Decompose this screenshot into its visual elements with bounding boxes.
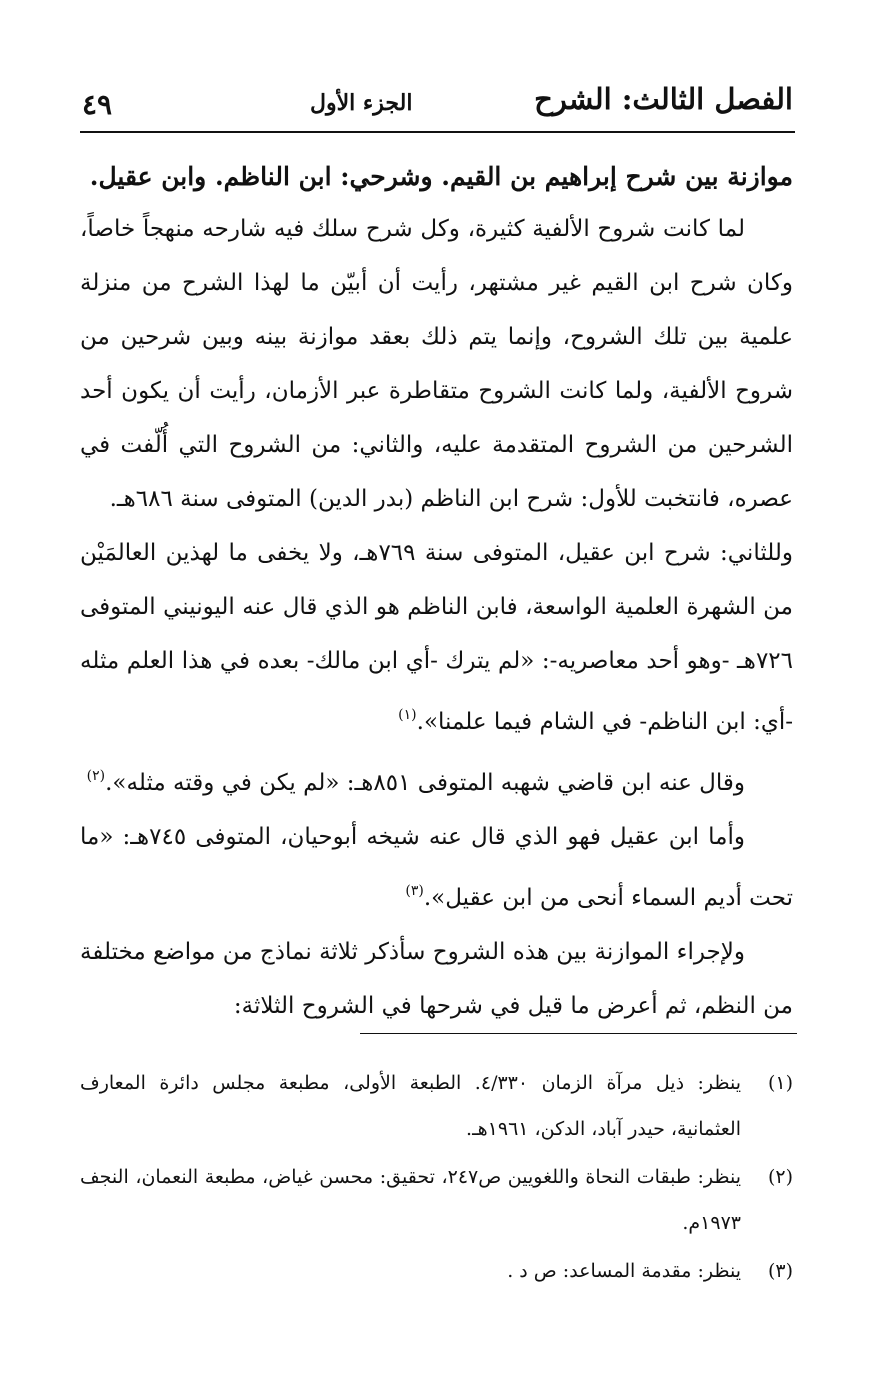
footnote-text: ينظر: طبقات النحاة واللغويين ص٢٤٧، تحقيق: محسن غياض، مطبعة النعمان، النجف ١٩٧٣م. — [80, 1166, 742, 1234]
paragraph-text: وأما ابن عقيل فهو الذي قال عنه شيخه أبوحيان، المتوفى ٧٤٥هـ: «ما تحت أديم السماء أنحى من ابن عقيل». — [80, 824, 793, 911]
part-label: الجزء الأول — [310, 90, 413, 116]
footnote — [80, 1154, 793, 1246]
footnote-mark: (٢) — [86, 768, 106, 784]
footnote-text: ينظر: مقدمة المساعد: ص د . — [507, 1260, 741, 1282]
footnote-number: (٢) — [767, 1166, 793, 1188]
footnote-number: (٣) — [767, 1260, 793, 1282]
main-text — [80, 152, 793, 1033]
footnote — [80, 1248, 793, 1294]
paragraph-text: وللثاني: شرح ابن عقيل، المتوفى سنة ٧٦٩هـ، ولا يخفى ما لهذين العالمَيْن من الشهرة العلمية الواسعة، فابن الناظم هو الذي قال عنه اليونيني المتوفى ٧٢٦هـ -وهو أحد معاصريه-: «لم يترك -أي ابن مالك- بعده في هذا العلم مثله -أي: ابن الناظم- في الشام فيما علمنا». — [80, 540, 793, 735]
paragraph: ولإجراء الموازنة بين هذه الشروح سأذكر ثلاثة نماذج من مواضع مختلفة من النظم، ثم أعرض ما قيل في شرحها في الشروح الثلاثة: — [80, 939, 793, 1019]
paragraph-text: وقال عنه ابن قاضي شهبه المتوفى ٨٥١هـ: «لم يكن في وقته مثله». — [105, 770, 745, 796]
paragraph — [80, 749, 793, 810]
footnote-mark: (٣) — [405, 883, 424, 899]
paragraph — [80, 810, 793, 925]
chapter-title: الفصل الثالث: الشرح — [534, 82, 793, 116]
paragraph: لما كانت شروح الألفية كثيرة، وكل شرح سلك فيه شارحه منهجاً خاصاً، وكان شرح ابن القيم غير مشتهر، رأيت أن أبيّن ما لهذا الشرح من منزلة علمية بين تلك الشروح، وإنما يتم ذلك بعقد موازنة بينه وبين شرحين من شروح الألفية، ولما كانت الشروح متقاطرة عبر الأزمان، رأيت أن يكون أحد الشرحين من الشروح المتقدمة عليه، والثاني: من الشروح التي أُلّفت في عصره، فانتخبت للأول: شرح ابن الناظم (بدر الدين) المتوفى سنة ٦٨٦هـ. — [80, 216, 793, 512]
footnote-text: ينظر: ذيل مرآة الزمان ٤/٣٣٠. الطبعة الأولى، مطبعة مجلس دائرة المعارف العثمانية، حيدر آباد، الدكن، ١٩٦١هـ. — [80, 1072, 742, 1140]
paragraph — [80, 526, 793, 749]
footnote-mark: (١) — [398, 707, 417, 723]
section-title: موازنة بين شرح إبراهيم بن القيم. وشرحي: ابن الناظم. وابن عقيل. — [89, 162, 793, 191]
header-divider — [80, 131, 795, 133]
footnotes — [80, 1060, 793, 1296]
footnote-number: (١) — [767, 1072, 793, 1094]
footnote-divider — [360, 1033, 797, 1034]
footnote — [80, 1060, 793, 1152]
page-header — [80, 74, 793, 134]
page-number: ٤٩ — [82, 88, 113, 121]
